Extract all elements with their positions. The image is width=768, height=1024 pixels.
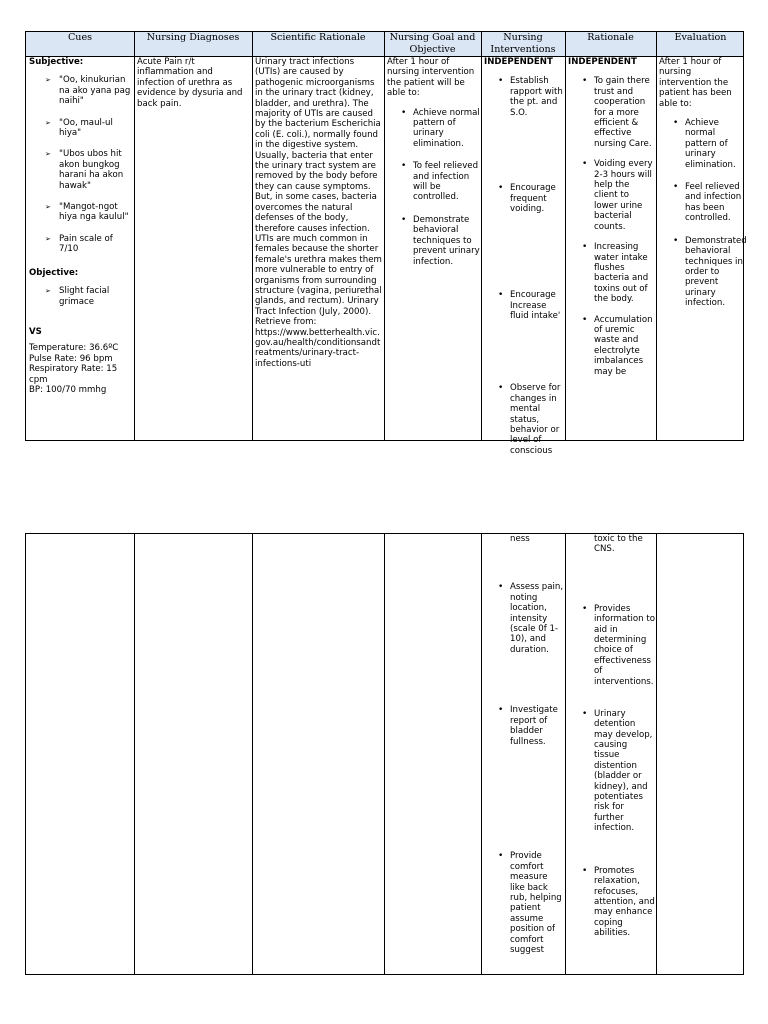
list-item: ➢ Slight facial grimace	[45, 286, 110, 307]
vital-respiratory: Respiratory Rate: 15 cpm	[29, 364, 118, 385]
list-item: • Increasing water intake flushes bacteria and toxins out of the body.	[582, 242, 649, 305]
bullet-icon: •	[582, 865, 588, 876]
vitals-list	[29, 343, 132, 395]
arrow-bullet-icon: ➢	[45, 203, 51, 212]
bullet-icon: •	[582, 708, 588, 719]
care-plan-table-page-2	[25, 533, 744, 975]
list-item: • Demonstrate behavioral techniques to prevent urinary infection.	[401, 214, 480, 267]
header-nursing-diagnoses: Nursing Diagnoses	[146, 32, 240, 43]
list-item: • Urinary detention may develop, causing tissue distention (bladder or kidney), and potentiates risk for further infection.	[582, 708, 653, 834]
list-item: • Promotes relaxation, refocuses, attention, and may enhance coping abilities.	[582, 865, 655, 939]
vs-label: VS	[29, 326, 42, 337]
evaluation-cell	[659, 57, 747, 309]
list-item: • To feel relieved and infection will be controlled.	[401, 161, 479, 203]
subjective-list	[29, 75, 132, 254]
vital-pulse: Pulse Rate: 96 bpm	[29, 353, 113, 364]
rationale-continued-cell	[568, 534, 655, 974]
arrow-bullet-icon: ➢	[45, 118, 51, 127]
bullet-icon: •	[498, 851, 504, 862]
objective-list	[29, 286, 132, 307]
list-item: • Demonstrated behavioral techniques in order to prevent urinary infection.	[673, 235, 747, 309]
list-item: • Voiding every 2-3 hours will help the client to lower urine bacterial counts.	[582, 159, 653, 232]
header-cues: Cues	[67, 32, 93, 43]
bullet-icon: •	[498, 383, 504, 394]
arrow-bullet-icon: ➢	[45, 234, 51, 243]
list-item: ➢ Pain scale of 7/10	[45, 233, 113, 255]
interventions-list	[484, 76, 564, 456]
goal-intro: After 1 hour of nursing intervention the patient will be able to:	[387, 57, 475, 99]
list-item: • Achieve normal pattern of urinary elimination.	[401, 107, 480, 149]
list-item: • Provides information to aid in determining choice of effectiveness of interventions.	[582, 603, 655, 687]
evaluation-list	[659, 118, 747, 309]
rationale-label: INDEPENDENT	[568, 57, 637, 67]
list-item: • Provide comfort measure like back rub, helping patient assume position of comfort suggest	[498, 851, 562, 956]
list-item: ➢ "Mangot-ngot hiya nga kaulul"	[45, 202, 129, 223]
list-item: • Investigate report of bladder fullness.	[498, 705, 558, 747]
interventions-label: INDEPENDENT	[484, 57, 553, 67]
arrow-bullet-icon: ➢	[45, 150, 51, 159]
list-item: • Encourage frequent voiding.	[498, 183, 556, 215]
cues-cell	[29, 57, 132, 440]
objective-label: Objective:	[29, 267, 79, 278]
bullet-icon: •	[498, 183, 504, 194]
rationale-cell	[568, 57, 655, 440]
list-item: • Accumulation of uremic waste and electrolyte imbalances may be	[582, 314, 653, 377]
rationale-continuation: toxic to the CNS.	[594, 534, 643, 555]
rationale-list-continued	[568, 604, 655, 939]
scientific-rationale-cell	[255, 57, 382, 369]
bullet-icon: •	[582, 603, 588, 614]
header-scientific-rationale: Scientific Rationale	[270, 32, 366, 43]
arrow-bullet-icon: ➢	[45, 287, 51, 296]
header-evaluation: Evaluation	[674, 32, 727, 43]
goal-list	[387, 108, 480, 267]
list-item: • Establish rapport with the pt. and S.O.	[498, 76, 563, 118]
arrow-bullet-icon: ➢	[45, 76, 51, 85]
bullet-icon: •	[582, 159, 588, 170]
bullet-icon: •	[582, 314, 588, 325]
diagnosis-cell: Acute Pain r/t inflammation and infection of urethra as evidence by dysuria and back pain.	[137, 57, 243, 109]
bullet-icon: •	[401, 161, 407, 172]
bullet-icon: •	[498, 76, 504, 87]
vital-temperature: Temperature: 36.6ºC	[29, 343, 119, 354]
bullet-icon: •	[582, 242, 588, 253]
bullet-icon: •	[673, 118, 679, 129]
bullet-icon: •	[582, 76, 588, 87]
header-nursing-interventions: Nursing Interventions	[490, 32, 556, 55]
bullet-icon: •	[673, 235, 679, 246]
header-nursing-goal: Nursing Goal and Objective	[389, 32, 476, 55]
list-item: • Observe for changes in mental status, behavior or level of conscious	[498, 383, 561, 456]
vital-bp: BP: 100/70 mmhg	[29, 384, 107, 395]
list-item: • Encourage Increase fluid intake'	[498, 290, 561, 322]
bullet-icon: •	[401, 107, 407, 118]
bullet-icon: •	[401, 214, 407, 225]
bullet-icon: •	[498, 290, 504, 301]
care-plan-table-page-1	[25, 31, 747, 456]
list-item: • Assess pain, noting location, intensity (scale 0f 1-10), and duration.	[498, 582, 564, 655]
list-item: ➢ "Oo, kinukurian na ako yana pag naihi"	[45, 75, 131, 107]
interventions-continuation: ness	[510, 534, 530, 544]
list-item: • Achieve normal pattern of urinary elimination.	[673, 118, 736, 170]
goal-cell	[387, 57, 480, 267]
bullet-icon: •	[673, 182, 679, 193]
bullet-icon: •	[498, 582, 504, 593]
subjective-label: Subjective:	[29, 57, 84, 67]
list-item: • Feel relieved and infection has been controlled.	[673, 182, 742, 224]
list-item: ➢ "Ubos ubos hit akon bungkog harani ha akon hawak"	[45, 149, 124, 191]
interventions-list-continued	[484, 582, 564, 955]
scientific-rationale-text: Urinary tract infections (UTIs) are caused by pathogenic microorganisms in the urinary tract (kidney, bladder, and urethra). The majority of UTIs are caused by the bacterium Escherichia coli (E. coli.), normally found in the digestive system. Usually, bacteria that enter the urinary tract system are removed by the body before they can cause symptoms. But, in some cases, bacteria overcomes the natural defenses of the body, therefore causes infection. UTIs are much common in females because the shorter female's urethra makes them more vulnerable to entry of organisms from surrounding structure (vagina, periurethal glands, and rectum). Urinary Tract Infection (July, 2000). Retrieve from: https://www.betterhealth.vic.gov.au/health/conditionsandtreatments/urinary-tract-infections-uti	[255, 57, 382, 369]
evaluation-intro: After 1 hour of nursing intervention the patient has been able to:	[659, 57, 732, 109]
bullet-icon: •	[498, 705, 504, 716]
interventions-cell	[484, 57, 564, 456]
list-item: ➢ "Oo, maul-ul hiya"	[45, 117, 113, 139]
rationale-list	[568, 76, 655, 377]
header-rationale: Rationale	[587, 32, 634, 43]
list-item: • To gain there trust and cooperation for a more efficient & effective nursing Care.	[582, 76, 652, 149]
interventions-continued-cell	[484, 534, 564, 974]
